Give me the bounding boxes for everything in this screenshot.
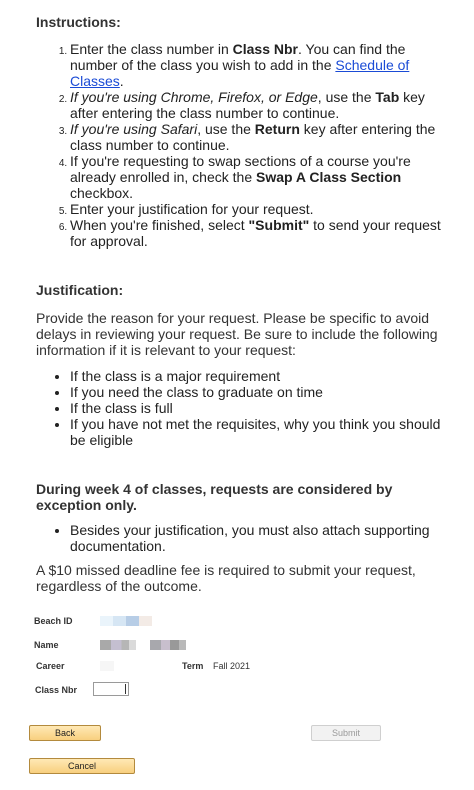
cancel-button[interactable]: Cancel (29, 758, 135, 774)
submit-button[interactable]: Submit (311, 725, 381, 741)
name-redacted (100, 640, 136, 650)
list-item: • If the class is a major requirement (70, 368, 448, 384)
career-label: Career (36, 661, 65, 671)
term-label: Term (182, 661, 204, 671)
instruction-item: 5. Enter your justification for your request. (70, 201, 448, 217)
beach-id-label: Beach ID (34, 616, 73, 626)
name-label: Name (34, 640, 59, 650)
justification-intro: Provide the reason for your request. Please be specific to avoid delays in reviewing your request. Be sure to include the following information if it is relevant to your request: (36, 310, 438, 358)
instruction-item: 3. If you're using Safari, use the Return key after entering the class number to continue. (70, 121, 448, 153)
justification-heading: Justification: (36, 282, 124, 298)
class-nbr-input[interactable] (93, 682, 129, 696)
class-nbr-label: Class Nbr (35, 685, 78, 695)
back-button[interactable]: Back (29, 725, 101, 741)
instruction-item: 4. If you're requesting to swap sections of a course you're already enrolled in, check the Swap A Class Section checkbox. (70, 153, 448, 201)
week4-heading: During week 4 of classes, requests are considered by exception only. (36, 481, 393, 513)
list-item: • If you have not met the requisites, why you think you should be eligible (70, 416, 448, 448)
week4-list (36, 522, 448, 554)
text-cursor (125, 684, 126, 694)
list-item: • Besides your justification, you must also attach supporting documentation. (70, 522, 448, 554)
term-value: Fall 2021 (213, 661, 251, 671)
instruction-item: 1. Enter the class number in Class Nbr. You can find the number of the class you wish to add in the Schedule of Classes. (70, 41, 448, 89)
list-item: • If the class is full (70, 400, 448, 416)
fee-notice: A $10 missed deadline fee is required to submit your request, regardless of the outcome. (36, 562, 416, 594)
instruction-item: 6. When you're finished, select "Submit" to send your request for approval. (70, 217, 448, 249)
instruction-item: 2. If you're using Chrome, Firefox, or Edge, use the Tab key after entering the class number to continue. (70, 89, 448, 121)
beach-id-redacted (100, 616, 152, 626)
instructions-list (36, 41, 448, 249)
career-redacted (100, 661, 114, 671)
schedule-of-classes-link[interactable]: Schedule of Classes (70, 57, 410, 89)
justification-list (36, 368, 448, 448)
list-item: • If you need the class to graduate on time (70, 384, 448, 400)
name-redacted-2 (150, 640, 186, 650)
instructions-heading: Instructions: (36, 14, 121, 30)
